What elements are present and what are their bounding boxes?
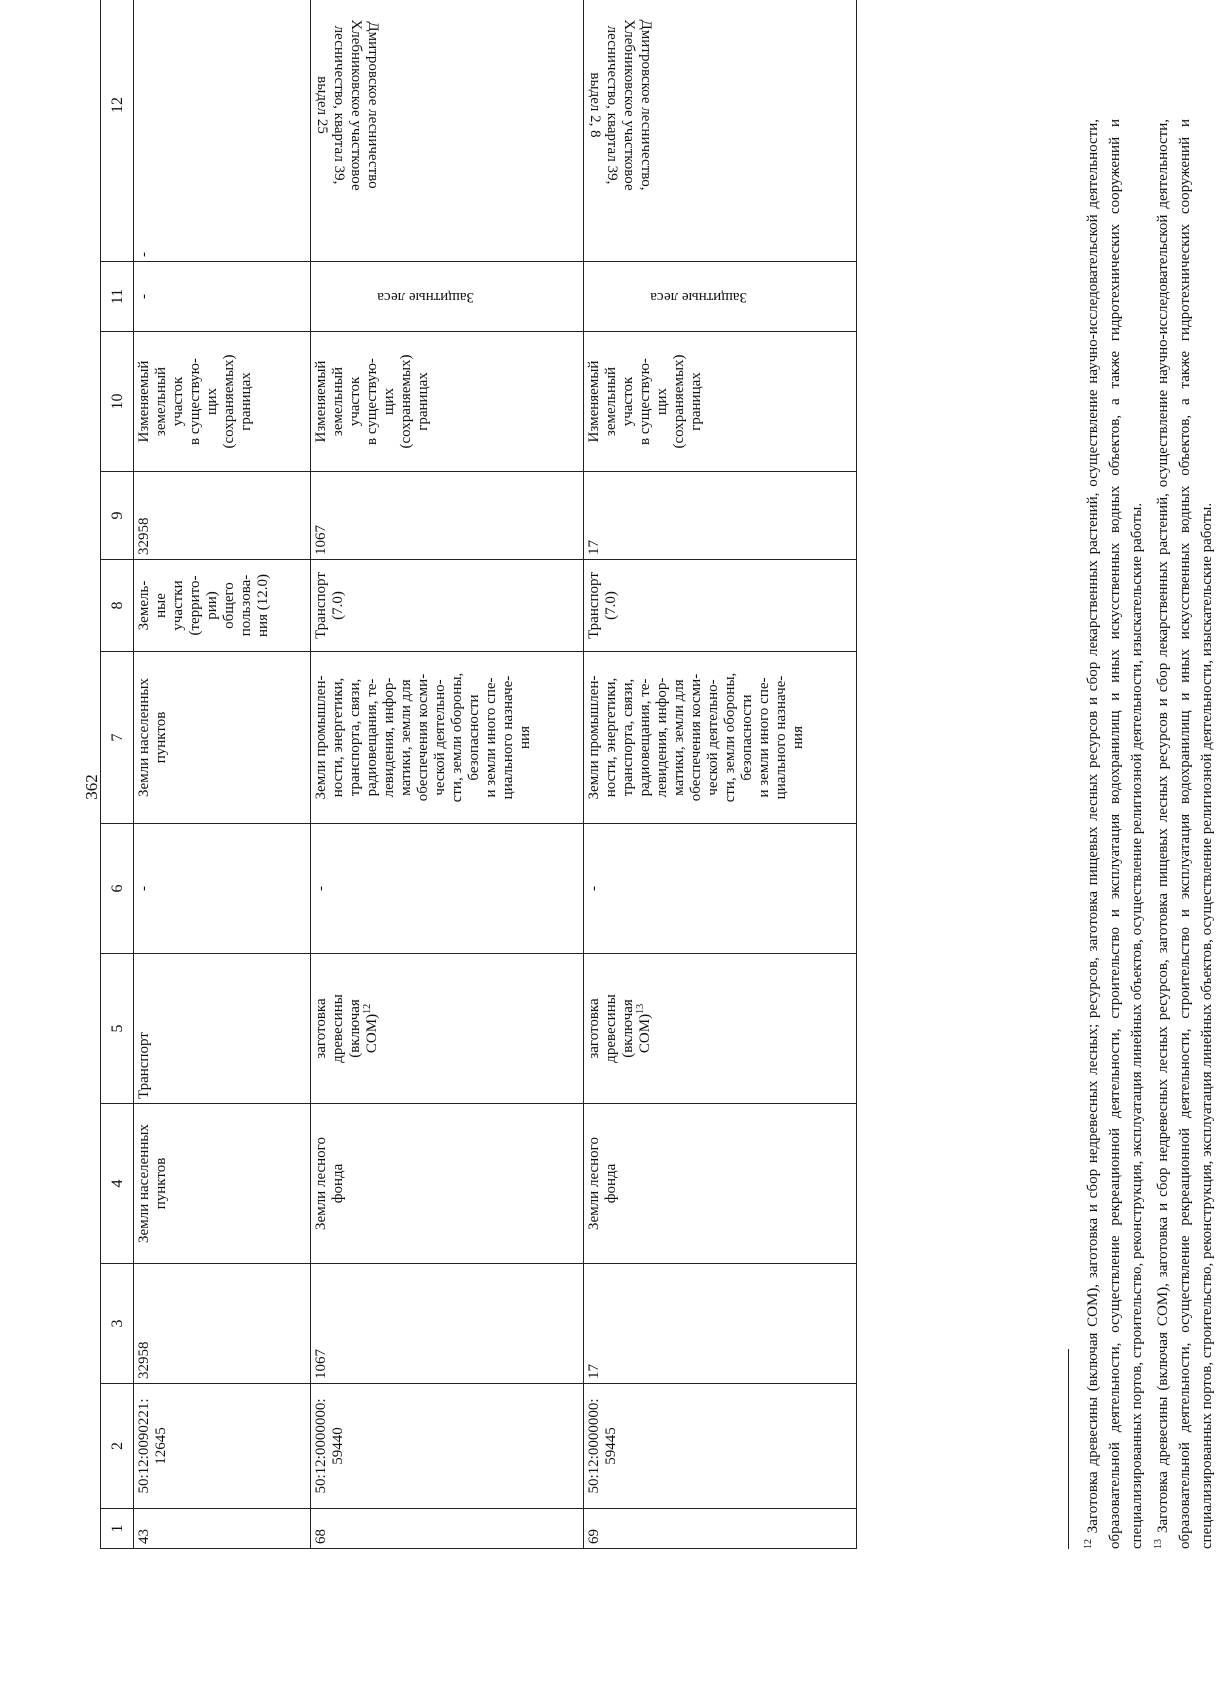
footnote-divider	[1068, 1349, 1069, 1549]
header-cell: 5	[101, 954, 134, 1104]
permitted-use-text: Транспорт	[136, 1032, 152, 1099]
land-category: Земли лесного фонда	[311, 1104, 584, 1264]
footnote-12	[1078, 119, 1148, 1549]
table-row	[584, 0, 857, 1549]
forest-category: -	[134, 262, 311, 332]
footnotes	[1078, 119, 1218, 1549]
land-category: Земли лесного фонда	[584, 1104, 857, 1264]
forest-category	[584, 262, 857, 332]
cadastral-number: 50:12:0000000: 59445	[584, 1384, 857, 1509]
table-row	[134, 0, 311, 1549]
footnote-mark: 13	[1153, 1539, 1164, 1549]
forestry-location-text: Дмитровское лесничество Хлебниковское участковое лесничество, квартал 39, выдел 25	[314, 19, 381, 191]
header-cell: 11	[101, 262, 134, 332]
plot-status: Изменяемый земельный участок в существую- щих (сохраняемых) границах	[311, 332, 584, 472]
permitted-use-text: заготовка древесины (включая СОМ)	[313, 994, 380, 1063]
new-permitted-use: Транспорт (7.0)	[584, 560, 857, 652]
header-cell: 9	[101, 472, 134, 560]
forestry-location-text: Дмитровское лесничество, Хлебниковское участковое лесничество, квартал 39, выдел 2, 8	[587, 19, 654, 191]
area: 1067	[311, 1264, 584, 1384]
forest-category-text: Защитные леса	[377, 289, 474, 305]
header-cell: 2	[101, 1384, 134, 1509]
permitted-use	[584, 954, 857, 1104]
header-cell: 10	[101, 332, 134, 472]
header-cell: 3	[101, 1264, 134, 1384]
row-number: 68	[311, 1509, 584, 1549]
table-header-row	[101, 0, 134, 1549]
area: 32958	[134, 1264, 311, 1384]
page-number: 362	[82, 774, 101, 800]
col6-value: -	[311, 824, 584, 954]
new-permitted-use: Транспорт (7.0)	[311, 560, 584, 652]
new-land-category: Земли населенных пунктов	[134, 652, 311, 824]
new-area: 1067	[311, 472, 584, 560]
new-area: 32958	[134, 472, 311, 560]
permitted-use	[311, 954, 584, 1104]
header-cell: 6	[101, 824, 134, 954]
new-land-category: Земли промышлен- ности, энергетики, транспорта, связи, радиовещания, те- левидения, инфор- матики, земли для обеспечения косми- ческой деятельно- сти, земли обороны, безопасности и земли иного спе- циального назначе- ния	[311, 652, 584, 824]
land-plots-table	[100, 0, 857, 1549]
table-row	[311, 0, 584, 1549]
row-number: 43	[134, 1509, 311, 1549]
new-area: 17	[584, 472, 857, 560]
forest-category-text: Защитные леса	[650, 289, 747, 305]
cadastral-number: 50:12:0090221: 12645	[134, 1384, 311, 1509]
new-land-category: Земли промышлен- ности, энергетики, транспорта, связи, радиовещания, те- левидения, инфор- матики, земли для обеспечения косми- ческой деятельно- сти, земли обороны, безопасности и земли иного спе- циального назначе- ния	[584, 652, 857, 824]
footnote-mark: 12	[1083, 1539, 1094, 1549]
permitted-use-text: заготовка древесины (включая СОМ)	[586, 994, 653, 1063]
header-cell: 1	[101, 1509, 134, 1549]
forestry-location	[584, 0, 857, 262]
footnote-13	[1148, 119, 1218, 1549]
forestry-location: -	[134, 0, 311, 262]
footnote-ref: 12	[362, 1003, 373, 1014]
new-permitted-use: Земель- ные участки (террито- рии) общего пользова- ния (12.0)	[134, 560, 311, 652]
footnote-text: Заготовка древесины (включая СОМ), заготовка и сбор недревесных лесных; ресурсов, заготовка пищевых лесных ресурсов и сбор лекарственных растений, осуществление научно-исследовательской деятельности, образовательной деятельности, осуществление рекреационной деятельности, строительство и эксплуатация водохранилищ и иных искусственных водных объектов, а также гидротехнических сооружений и специализированных портов, строительство, реконструкция, эксплуатация линейных объектов, осуществление религиозной деятельности, изыскательские работы.	[1085, 118, 1145, 1549]
header-cell: 8	[101, 560, 134, 652]
row-number: 69	[584, 1509, 857, 1549]
plot-status: Изменяемый земельный участок в существую- щих (сохраняемых) границах	[584, 332, 857, 472]
footnote-ref: 13	[635, 1003, 646, 1014]
footnote-text: Заготовка древесины (включая СОМ), заготовка и сбор недревесных лесных ресурсов, заготовка пищевых лесных ресурсов и сбор лекарственных растений, осуществление научно-исследовательской деятельности, образовательной деятельности, осуществление рекреационной деятельности, строительство и эксплуатация водохранилищ и иных искусственных водных объектов, а также гидротехнических сооружений и специализированных портов, строительство, реконструкция, эксплуатация линейных объектов, осуществление религиозной деятельности, изыскательские работы.	[1155, 118, 1215, 1549]
col6-value: -	[584, 824, 857, 954]
header-cell: 12	[101, 0, 134, 262]
header-cell: 7	[101, 652, 134, 824]
land-category: Земли населенных пунктов	[134, 1104, 311, 1264]
plot-status: Изменяемый земельный участок в существую- щих (сохраняемых) границах	[134, 332, 311, 472]
forest-category	[311, 262, 584, 332]
permitted-use	[134, 954, 311, 1104]
cadastral-number: 50:12:0000000: 59440	[311, 1384, 584, 1509]
col6-value: -	[134, 824, 311, 954]
area: 17	[584, 1264, 857, 1384]
forestry-location	[311, 0, 584, 262]
header-cell: 4	[101, 1104, 134, 1264]
